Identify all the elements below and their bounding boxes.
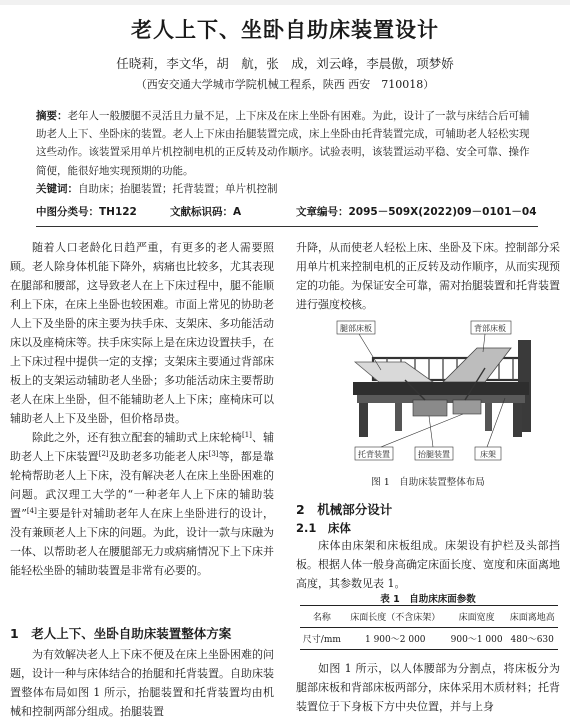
table-row (300, 628, 558, 650)
clc-number: 中图分类号：TH122 (36, 206, 137, 218)
paper-title: 老人上下、坐卧自助床装置设计 (131, 18, 439, 42)
keywords (36, 180, 538, 198)
intro-paragraph-1: 随着人口老龄化日趋严重，有更多的老人需要照顾。老人除身体机能下降外，病痛也比较多，尤其表现在腿部和腰部，这导致老人在上下床过程中，腿不能顺利上下床，在床上坐卧也较困难。市面上常见的协助老人上下及坐卧的床主要为扶手床、支架床、多功能活动床以及座椅床等。扶手床实际上是在床边设置扶手，在上下床过程中提供一定的支撑；支架床主要通过背部床板上的支架运动辅助老人坐卧；多功能活动床主要帮助老人在床上坐卧，但不能辅助老人上下床；座椅床可以辅助老人上下及坐卧，但价格昂贵。 (10, 241, 274, 425)
intro-paragraph-2: 除此之外，还有独立配套的辅助式上床轮椅[1]、辅助老人上下床装置[2]及助老多功能老人床[3]等，都是靠轮椅帮助老人上下床，没有解决老人在床上坐卧困难的问题。武汉理工大学的“一种老年人上下床的辅助装置”[4]主要是针对辅助老年人在床上坐卧进行的设计，没有兼顾老人上下床的问题。为此，设计一款与床融为一体、以帮助老人在腰腿部无力或病痛情况下上下床并能轻松坐卧的辅助装置是非常有必要的。 (10, 431, 275, 577)
table-header-cell: 床面离地高 (509, 613, 555, 623)
left-column-section-1 (10, 645, 274, 721)
bed-frame (353, 382, 529, 395)
label-bed-frame: 床架 (480, 450, 496, 459)
header-rule (36, 226, 538, 227)
figure-1-caption: 图 1 自助床装置整体布局 (371, 477, 485, 488)
abstract (36, 107, 538, 180)
table-1-bed-parameters (300, 605, 558, 650)
paper-authors: 任晓莉，李文华，胡 航，张 成，刘云峰，李晨傲，项梦娇 (116, 56, 454, 71)
label-leg-board: 腿部床板 (340, 324, 372, 333)
citation-2: [2] (98, 450, 109, 458)
citation-1: [1] (241, 431, 252, 439)
label-leg-device: 抬腿装置 (418, 450, 450, 459)
figure-1-bed-layout (335, 318, 541, 470)
page-top-strip (0, 0, 570, 5)
document-code: 文献标识码：A (170, 206, 242, 218)
label-back-device: 托背装置 (358, 450, 390, 459)
keywords-text: 自助床；抬腿装置；托背装置；单片机控制 (78, 182, 278, 195)
citation-4: [4] (26, 507, 37, 515)
leg-lift-mechanism (413, 400, 447, 416)
section-1-heading: 1 老人上下、坐卧自助床装置整体方案 (10, 626, 232, 641)
table-cell: 1 900～2 000 (364, 635, 426, 645)
table-cell: 480～630 (510, 635, 554, 645)
bed-paragraph-block (296, 536, 560, 593)
table-header-cell: 名称 (312, 613, 331, 623)
article-number: 文章编号：2095－509X(2022)09－0101－04 (296, 206, 537, 218)
right-column-bottom (296, 659, 560, 716)
section-2-heading: 2 机械部分设计 (296, 502, 393, 517)
section-1-paragraph: 为有效解决老人上下床不便及在床上坐卧困难的问题，设计一种与床体结合的抬腿和托背装置。自助床装置整体布局如图 1 所示，抬腿装置和托背装置均由机械和控制两部分组成。抬腿装置 (10, 648, 274, 718)
bed-paragraph: 床体由床架和床板组成。床架设有护栏及头部挡板。根据人体一般身高确定床面长度、宽度和床面离地高度，其参数见表 1。 (296, 539, 560, 590)
paper-affiliation: （西安交通大学城市学院机械工程系，陕西 西安 710018） (135, 78, 435, 91)
board-paragraph: 如图 1 所示，以人体腰部为分割点，将床板分为腿部床板和背部床板两部分，床体采用木质材料；托背装置位于下身板下方中央位置，并与上身 (296, 662, 560, 713)
table-header-row (300, 606, 558, 628)
continued-paragraph: 升降，从而使老人轻松上床、坐卧及下床。控制部分采用单片机来控制电机的正反转及动作顺序，从而实现预定的功能。为保证安全可靠，需对抬腿装置和托背装置进行强度校核。 (296, 241, 560, 311)
table-header-cell: 床面宽度 (458, 613, 495, 623)
left-column (10, 238, 274, 580)
table-1-caption: 表 1 自助床床面参数 (380, 594, 476, 605)
keywords-label: 关键词： (36, 182, 78, 195)
table-header-cell: 床面长度（不含床架） (350, 613, 441, 623)
citation-3: [3] (208, 450, 219, 458)
back-support-mechanism (453, 400, 481, 414)
table-cell: 900～1 000 (450, 635, 503, 645)
abstract-label: 摘要： (36, 110, 68, 122)
right-column-top (296, 238, 560, 314)
abstract-block (36, 107, 538, 198)
section-2-1-heading: 2.1 床体 (296, 521, 351, 535)
label-back-board: 背部床板 (474, 324, 506, 333)
abstract-text: 老年人一般腰腿不灵活且力量不足，上下床及在床上坐卧有困难。为此，设计了一款与床结合后可辅助老人上下、坐卧床的装置。老人上下床由抬腿装置完成，床上坐卧由托背装置完成，可辅助老人轻松实现这些动作。该装置采用单片机控制电机的正反转及动作顺序。试验表明，该装置运动平稳、安全可靠、操作简便，能很好地实现预期的功能。 (36, 110, 530, 177)
table-cell: 尺寸/mm (302, 635, 341, 645)
